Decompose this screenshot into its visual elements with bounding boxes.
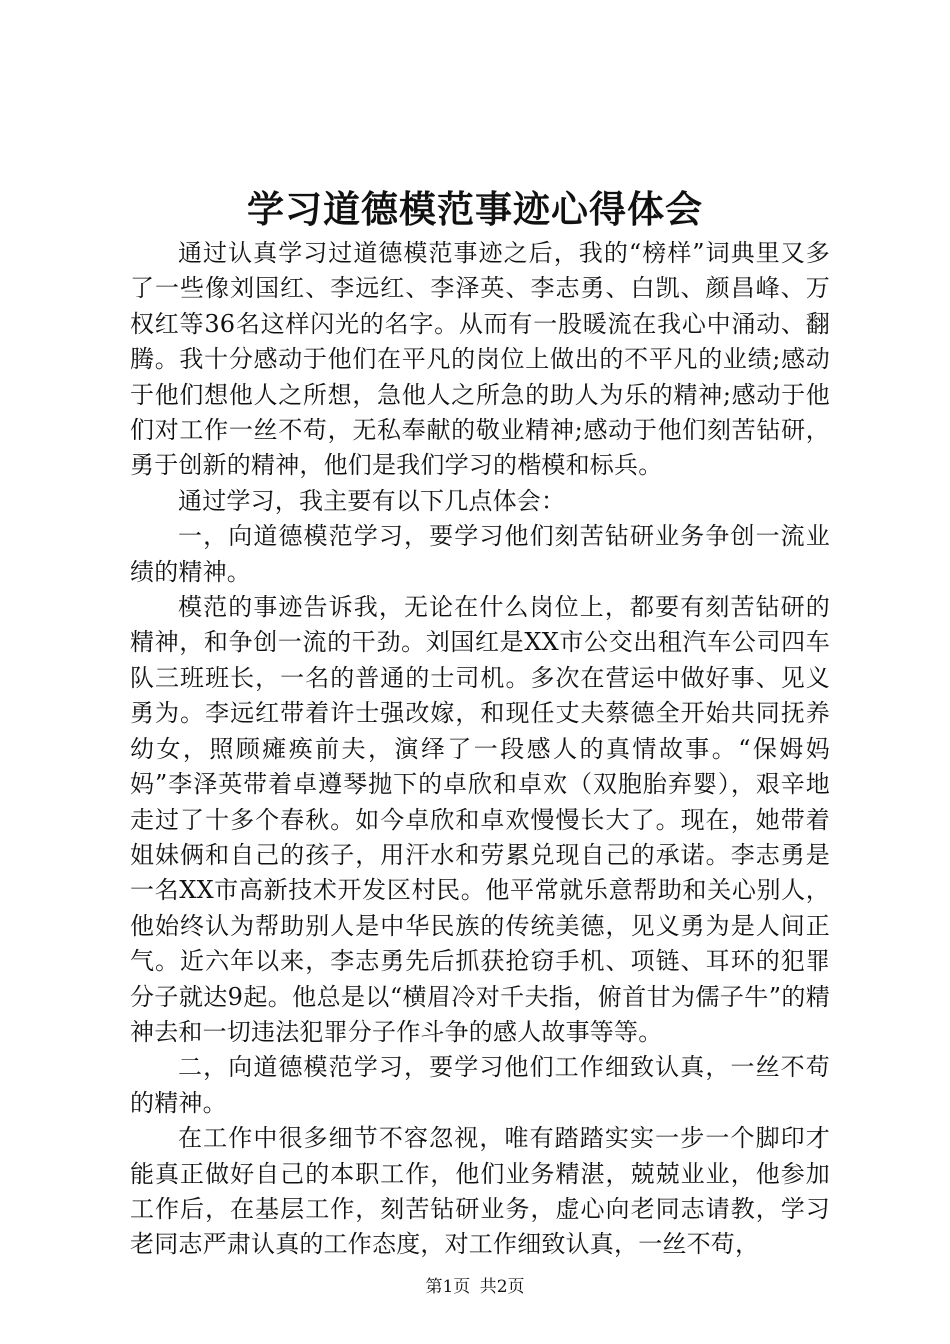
paragraph-point-two-heading: 二，向道德模范学习，要学习他们工作细致认真，一丝不苟的精神。 xyxy=(130,1053,830,1117)
document-body xyxy=(130,236,830,1263)
paragraph-intro: 通过认真学习过道德模范事迹之后，我的“榜样”词典里又多了一些像刘国红、李远红、李泽英、李志勇、白凯、颜昌峰、万权红等36名这样闪光的名字。从而有一股暖流在我心中涌动、翻腾。我十分感动于他们在平凡的岗位上做出的不平凡的业绩;感动于他们想他人之所想，急他人之所急的助人为乐的精神;感动于他们对工作一丝不苟，无私奉献的敬业精神;感动于他们刻苦钻研，勇于创新的精神，他们是我们学习的楷模和标兵。 xyxy=(130,239,830,480)
page-total: 共2页 xyxy=(479,1277,525,1297)
document-title: 学习道德模范事迹心得体会 xyxy=(247,187,703,231)
paragraph-lead-in: 通过学习，我主要有以下几点体会： xyxy=(178,486,566,515)
page-footer xyxy=(0,1275,950,1299)
page-number: 第1页 xyxy=(425,1277,471,1297)
paragraph-point-two-body: 在工作中很多细节不容忽视，唯有踏踏实实一步一个脚印才能真正做好自己的本职工作，他们业务精湛，兢兢业业，他参加工作后，在基层工作，刻苦钻研业务，虚心向老同志请教，学习老同志严肃认真的工作态度，对工作细致认真，一丝不苟， xyxy=(130,1124,830,1259)
paragraph-point-one-heading: 一，向道德模范学习，要学习他们刻苦钻研业务争创一流业绩的精神。 xyxy=(130,522,830,586)
paragraph-point-one-body: 模范的事迹告诉我，无论在什么岗位上，都要有刻苦钻研的精神，和争创一流的干劲。刘国红是XX市公交出租汽车公司四车队三班班长，一名的普通的士司机。多次在营运中做好事、见义勇为。李远红带着许士强改嫁，和现任丈夫蔡德全开始共同抚养幼女，照顾瘫痪前夫，演绎了一段感人的真情故事。“保姆妈妈”李泽英带着卓遵琴抛下的卓欣和卓欢（双胞胎弃婴），艰辛地走过了十多个春秋。如今卓欣和卓欢慢慢长大了。现在，她带着姐妹俩和自己的孩子，用汗水和劳累兑现自己的承诺。李志勇是一名XX市高新技术开发区村民。他平常就乐意帮助和关心别人，他始终认为帮助别人是中华民族的传统美德，见义勇为是人间正气。近六年以来，李志勇先后抓获抢窃手机、项链、耳环的犯罪分子就达9起。他总是以“横眉冷对千夫指，俯首甘为儒子牛”的精神去和一切违法犯罪分子作斗争的感人故事等等。 xyxy=(130,593,830,1046)
